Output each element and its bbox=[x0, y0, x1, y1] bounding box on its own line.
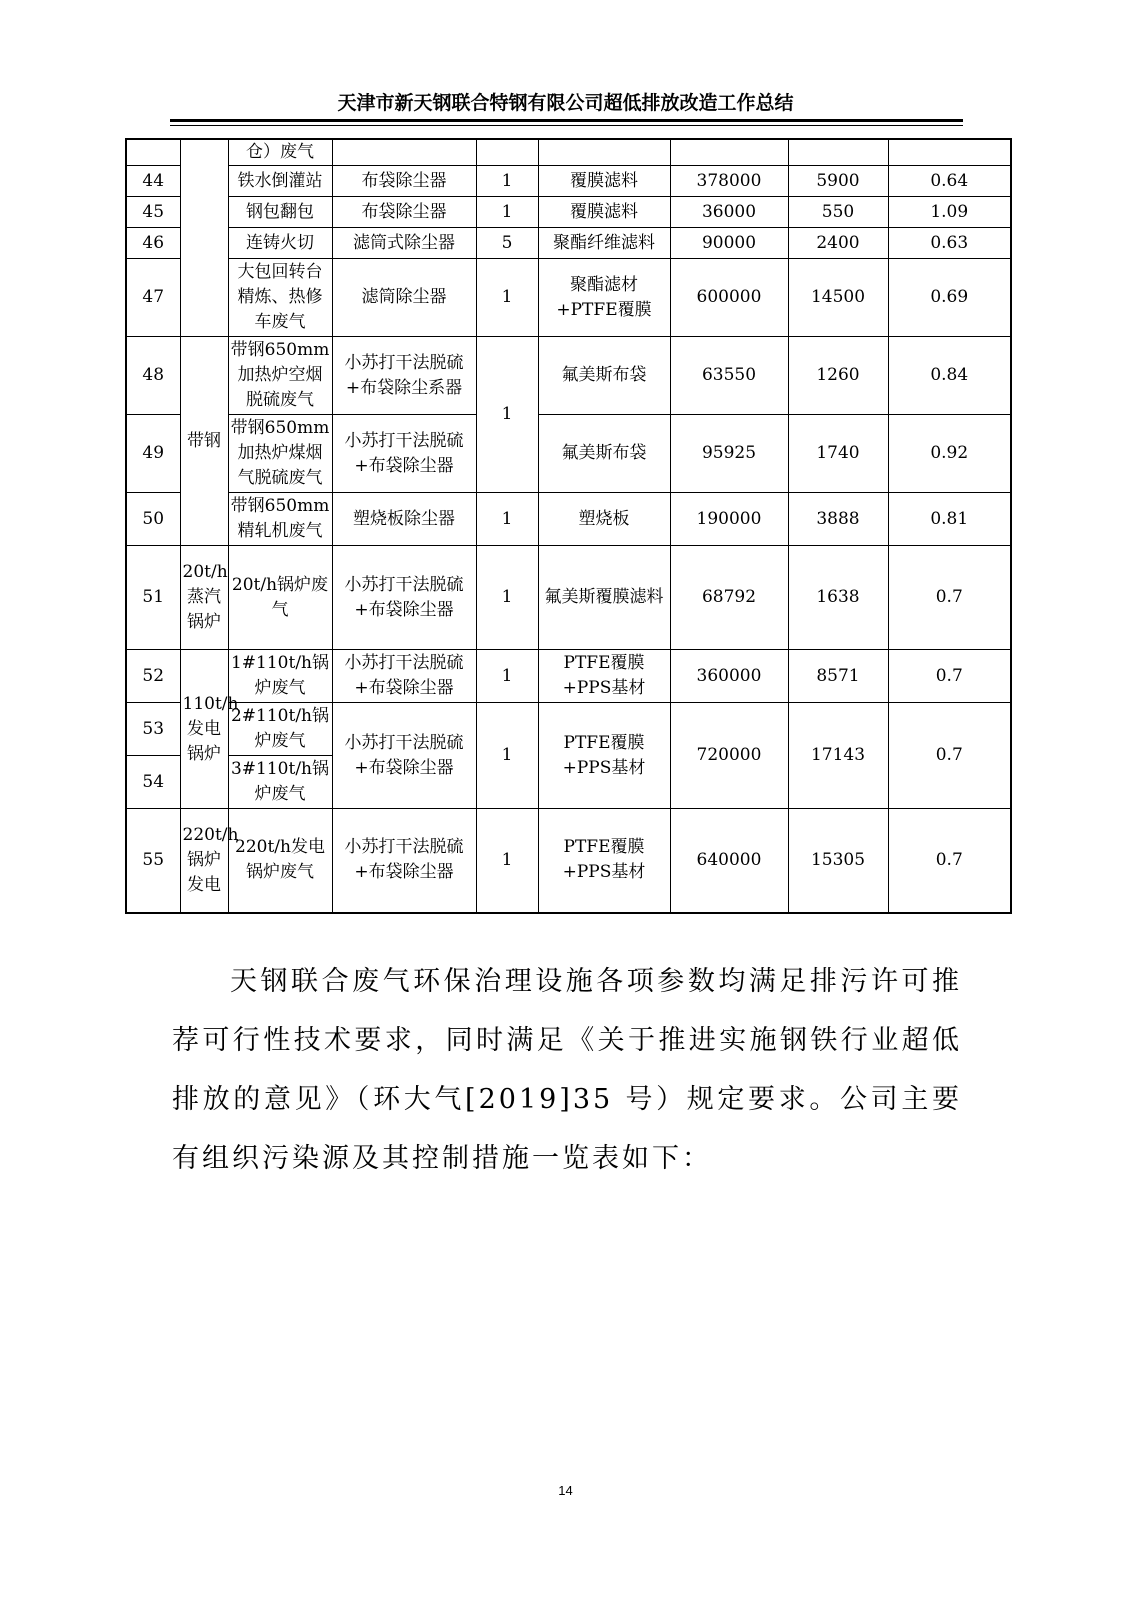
table-row bbox=[126, 197, 1011, 228]
cell-ratio: 0.81 bbox=[888, 493, 1011, 546]
cell-area: 3888 bbox=[788, 493, 888, 546]
cell-airflow: 68792 bbox=[670, 546, 788, 650]
cell-material: 覆膜滤料 bbox=[538, 166, 670, 197]
cell-airflow: 63550 bbox=[670, 337, 788, 415]
cell-airflow: 95925 bbox=[670, 415, 788, 493]
cell-material: PTFE覆膜+PPS基材 bbox=[538, 650, 670, 703]
cell-area bbox=[788, 139, 888, 166]
cell-group bbox=[180, 139, 228, 337]
cell-source: 3#110t/h锅炉废气 bbox=[228, 756, 332, 809]
cell-source: 带钢650mm加热炉空烟脱硫废气 bbox=[228, 337, 332, 415]
cell-no: 46 bbox=[126, 228, 180, 259]
emission-control-table bbox=[125, 138, 1012, 914]
cell-area: 15305 bbox=[788, 809, 888, 913]
cell-no: 50 bbox=[126, 493, 180, 546]
cell-source: 铁水倒灌站 bbox=[228, 166, 332, 197]
table-row bbox=[126, 546, 1011, 650]
table-row bbox=[126, 703, 1011, 756]
cell-facility: 小苏打干法脱硫+布袋除尘器 bbox=[332, 809, 476, 913]
cell-area: 2400 bbox=[788, 228, 888, 259]
cell-source: 1#110t/h锅炉废气 bbox=[228, 650, 332, 703]
cell-ratio: 0.64 bbox=[888, 166, 1011, 197]
cell-facility bbox=[332, 139, 476, 166]
cell-no bbox=[126, 139, 180, 166]
table-row bbox=[126, 415, 1011, 493]
cell-count: 1 bbox=[476, 197, 538, 228]
cell-facility: 塑烧板除尘器 bbox=[332, 493, 476, 546]
table-row bbox=[126, 493, 1011, 546]
cell-no: 44 bbox=[126, 166, 180, 197]
cell-area: 1740 bbox=[788, 415, 888, 493]
cell-count: 1 bbox=[476, 703, 538, 809]
cell-source: 仓）废气 bbox=[228, 139, 332, 166]
cell-material bbox=[538, 139, 670, 166]
cell-count: 1 bbox=[476, 166, 538, 197]
cell-area: 550 bbox=[788, 197, 888, 228]
cell-material: 塑烧板 bbox=[538, 493, 670, 546]
cell-ratio: 0.7 bbox=[888, 703, 1011, 809]
cell-source: 钢包翻包 bbox=[228, 197, 332, 228]
cell-area: 14500 bbox=[788, 259, 888, 337]
cell-material: PTFE覆膜+PPS基材 bbox=[538, 703, 670, 809]
cell-count bbox=[476, 139, 538, 166]
cell-area: 1260 bbox=[788, 337, 888, 415]
cell-group: 20t/h蒸汽锅炉 bbox=[180, 546, 228, 650]
table-row bbox=[126, 166, 1011, 197]
cell-airflow: 190000 bbox=[670, 493, 788, 546]
cell-count: 1 bbox=[476, 493, 538, 546]
cell-count: 1 bbox=[476, 809, 538, 913]
cell-count: 1 bbox=[476, 259, 538, 337]
table-row bbox=[126, 228, 1011, 259]
cell-source: 带钢650mm加热炉煤烟气脱硫废气 bbox=[228, 415, 332, 493]
cell-area: 1638 bbox=[788, 546, 888, 650]
cell-material: 聚酯纤维滤料 bbox=[538, 228, 670, 259]
cell-no: 51 bbox=[126, 546, 180, 650]
cell-no: 53 bbox=[126, 703, 180, 756]
cell-no: 47 bbox=[126, 259, 180, 337]
cell-no: 55 bbox=[126, 809, 180, 913]
cell-facility: 小苏打干法脱硫+布袋除尘系器 bbox=[332, 337, 476, 415]
cell-ratio: 1.09 bbox=[888, 197, 1011, 228]
cell-count: 5 bbox=[476, 228, 538, 259]
table-row bbox=[126, 650, 1011, 703]
cell-ratio: 0.84 bbox=[888, 337, 1011, 415]
table-row bbox=[126, 259, 1011, 337]
cell-facility: 小苏打干法脱硫+布袋除尘器 bbox=[332, 703, 476, 809]
cell-ratio bbox=[888, 139, 1011, 166]
cell-airflow: 378000 bbox=[670, 166, 788, 197]
table-row bbox=[126, 809, 1011, 913]
cell-airflow: 640000 bbox=[670, 809, 788, 913]
cell-airflow: 90000 bbox=[670, 228, 788, 259]
cell-facility: 小苏打干法脱硫+布袋除尘器 bbox=[332, 415, 476, 493]
cell-material: 覆膜滤料 bbox=[538, 197, 670, 228]
cell-source: 大包回转台精炼、热修车废气 bbox=[228, 259, 332, 337]
table-row bbox=[126, 337, 1011, 415]
cell-ratio: 0.69 bbox=[888, 259, 1011, 337]
cell-no: 52 bbox=[126, 650, 180, 703]
cell-area: 17143 bbox=[788, 703, 888, 809]
page-header-title: 天津市新天钢联合特钢有限公司超低排放改造工作总结 bbox=[337, 92, 794, 114]
body-paragraph bbox=[172, 952, 962, 1188]
cell-facility: 滤筒式除尘器 bbox=[332, 228, 476, 259]
cell-material: 聚酯滤材+PTFE覆膜 bbox=[538, 259, 670, 337]
cell-source: 2#110t/h锅炉废气 bbox=[228, 703, 332, 756]
cell-group: 110t/h发电锅炉 bbox=[180, 650, 228, 809]
cell-source: 带钢650mm精轧机废气 bbox=[228, 493, 332, 546]
cell-facility: 小苏打干法脱硫+布袋除尘器 bbox=[332, 546, 476, 650]
cell-source: 20t/h锅炉废气 bbox=[228, 546, 332, 650]
cell-facility: 布袋除尘器 bbox=[332, 197, 476, 228]
cell-area: 5900 bbox=[788, 166, 888, 197]
cell-no: 54 bbox=[126, 756, 180, 809]
cell-source: 连铸火切 bbox=[228, 228, 332, 259]
cell-facility: 布袋除尘器 bbox=[332, 166, 476, 197]
cell-ratio: 0.7 bbox=[888, 809, 1011, 913]
cell-material: 氟美斯覆膜滤料 bbox=[538, 546, 670, 650]
cell-ratio: 0.7 bbox=[888, 546, 1011, 650]
cell-material: PTFE覆膜+PPS基材 bbox=[538, 809, 670, 913]
cell-material: 氟美斯布袋 bbox=[538, 415, 670, 493]
table-row bbox=[126, 139, 1011, 166]
cell-ratio: 0.7 bbox=[888, 650, 1011, 703]
cell-airflow: 600000 bbox=[670, 259, 788, 337]
header-rule-thin bbox=[170, 125, 963, 126]
cell-no: 45 bbox=[126, 197, 180, 228]
cell-group: 带钢 bbox=[180, 337, 228, 546]
cell-airflow: 360000 bbox=[670, 650, 788, 703]
cell-area: 8571 bbox=[788, 650, 888, 703]
cell-group: 220t/h锅炉发电 bbox=[180, 809, 228, 913]
paragraph-text: 天钢联合废气环保治理设施各项参数均满足排污许可推荐可行性技术要求，同时满足《关于推进实施钢铁行业超低排放的意见》（环大气[2019]35 号）规定要求。公司主要有组织污染源及其控制措施一览表如下： bbox=[172, 966, 962, 1174]
cell-count: 1 bbox=[476, 337, 538, 493]
header-rule-thick bbox=[170, 119, 963, 122]
cell-source: 220t/h发电锅炉废气 bbox=[228, 809, 332, 913]
cell-material: 氟美斯布袋 bbox=[538, 337, 670, 415]
cell-no: 49 bbox=[126, 415, 180, 493]
cell-facility: 小苏打干法脱硫+布袋除尘器 bbox=[332, 650, 476, 703]
cell-count: 1 bbox=[476, 650, 538, 703]
page-number: 14 bbox=[558, 1483, 573, 1498]
cell-no: 48 bbox=[126, 337, 180, 415]
cell-facility: 滤筒除尘器 bbox=[332, 259, 476, 337]
cell-airflow: 36000 bbox=[670, 197, 788, 228]
cell-airflow bbox=[670, 139, 788, 166]
cell-airflow: 720000 bbox=[670, 703, 788, 809]
cell-count: 1 bbox=[476, 546, 538, 650]
cell-ratio: 0.63 bbox=[888, 228, 1011, 259]
cell-ratio: 0.92 bbox=[888, 415, 1011, 493]
